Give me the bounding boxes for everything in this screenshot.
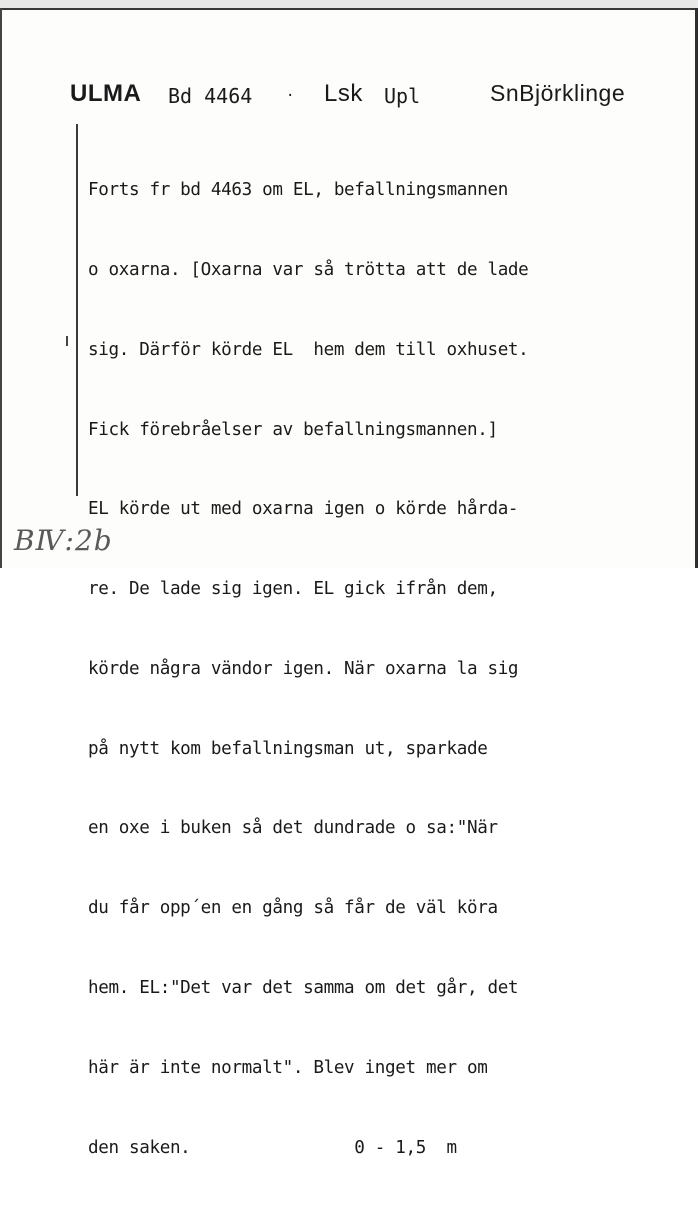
- card-top-shadow: [0, 0, 698, 8]
- separator-dot: ·: [286, 88, 295, 104]
- text-line: körde några vändor igen. När oxarna la sig: [88, 658, 519, 679]
- margin-rule: [76, 124, 78, 496]
- record-text: [88, 124, 688, 1214]
- text-line: du får opp´en en gång så får de väl köra: [88, 898, 498, 919]
- text-line: sig. Därför körde EL hem dem till oxhuset.: [88, 339, 529, 360]
- text-line: Forts fr bd 4463 om EL, befallningsmannen: [88, 180, 508, 201]
- handwritten-signum: BⅣ:2b: [14, 524, 113, 557]
- text-line: här är inte normalt". Blev inget mer om: [88, 1057, 488, 1078]
- text-line: o oxarna. [Oxarna var så trötta att de lade: [88, 259, 529, 280]
- margin-tick: [66, 336, 68, 346]
- text-line: på nytt kom befallningsman ut, sparkade: [88, 738, 488, 759]
- text-line: den saken. 0 - 1,5 m: [88, 1137, 457, 1158]
- text-line: Fick förebråelser av befallningsmannen.]: [88, 419, 498, 440]
- collection-code: ULMA: [70, 80, 142, 107]
- card-top-edge: [0, 8, 698, 10]
- card-header: [68, 80, 668, 116]
- text-line: EL körde ut med oxarna igen o körde hårda-: [88, 499, 519, 520]
- volume-number: Bd 4464: [168, 84, 253, 108]
- province-abbr: Lsk: [324, 80, 363, 107]
- parish: SnBjörklinge: [490, 80, 626, 106]
- text-line: en oxe i buken så det dundrade o sa:"När: [88, 818, 498, 839]
- province: Upl: [384, 84, 421, 108]
- text-line: hem. EL:"Det var det samma om det går, det: [88, 978, 519, 998]
- card-left-edge: [0, 8, 2, 568]
- text-line: re. De lade sig igen. EL gick ifrån dem,: [88, 579, 498, 600]
